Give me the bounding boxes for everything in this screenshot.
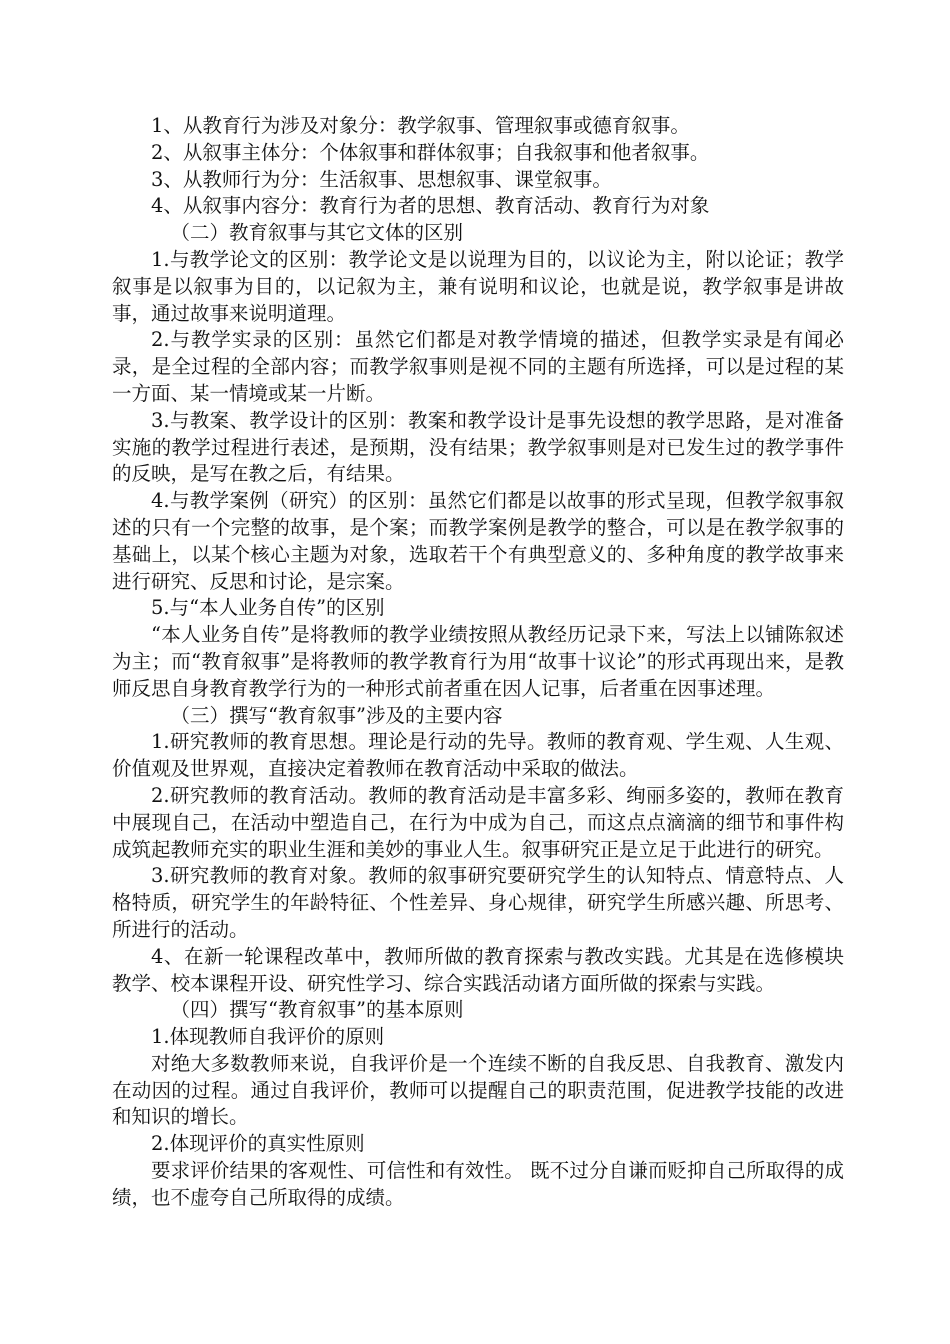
body-paragraph: 1.体现教师自我评价的原则	[151, 1025, 385, 1049]
body-paragraph: “本人业务自传”是将教师的教学业绩按照从教经历记录下来，写法上以铺陈叙述为主；而“教育叙事”是将教师的教学教育行为用“故事十议论”的形式再现出来，是教师反思自身教育教学行为的一种形式前者重在因人记事，后者重在因事述理。	[112, 623, 844, 700]
body-paragraph: 2.与教学实录的区别：虽然它们都是对教学情境的描述，但教学实录是有闻必录，是全过程的全部内容；而教学叙事则是视不同的主题有所选择，可以是过程的某一方面、某一情境或某一片断。	[112, 328, 844, 405]
section-heading: （三）撰写“教育叙事”涉及的主要内容	[170, 703, 503, 727]
body-paragraph: 4、在新一轮课程改革中，教师所做的教育探索与教改实践。尤其是在选修模块教学、校本课程开设、研究性学习、综合实践活动诸方面所做的探索与实践。	[112, 944, 844, 995]
body-paragraph: 3、从教师行为分：生活叙事、思想叙事、课堂叙事。	[151, 167, 612, 191]
body-paragraph: 3.研究教师的教育对象。教师的叙事研究要研究学生的认知特点、情意特点、人格特质，研究学生的年龄特征、个性差异、身心规律，研究学生所感兴趣、所思考、所进行的活动。	[112, 864, 844, 941]
body-paragraph: 5.与“本人业务自传”的区别	[151, 596, 385, 620]
body-paragraph: 2.体现评价的真实性原则	[151, 1132, 365, 1156]
body-paragraph: 2、从叙事主体分：个体叙事和群体叙事；自我叙事和他者叙事。	[151, 140, 710, 164]
document-body	[112, 113, 844, 1212]
body-paragraph: 2.研究教师的教育活动。教师的教育活动是丰富多彩、绚丽多姿的，教师在教育中展现自己，在活动中塑造自己，在行为中成为自己，而这点点滴滴的细节和事件构成筑起教师充实的职业生涯和美妙的事业人生。叙事研究正是立足于此进行的研究。	[112, 783, 844, 861]
body-paragraph: 对绝大多数教师来说，自我评价是一个连续不断的自我反思、自我教育、激发内在动因的过程。通过自我评价，教师可以提醒自己的职责范围，促进教学技能的改进和知识的增长。	[112, 1051, 844, 1129]
section-heading: （四）撰写“教育叙事”的基本原则	[170, 998, 464, 1022]
section-heading: （二）教育叙事与其它文体的区别	[170, 221, 464, 245]
body-paragraph: 3.与教案、教学设计的区别：教案和教学设计是事先设想的教学思路，是对准备实施的教学过程进行表述，是预期，没有结果；教学叙事则是对已发生过的教学事件的反映，是写在教之后，有结果。	[112, 408, 844, 486]
body-paragraph: 要求评价结果的客观性、可信性和有效性。 既不过分自谦而贬抑自己所取得的成绩，也不虚夸自己所取得的成绩。	[112, 1159, 844, 1209]
body-paragraph: 4、从叙事内容分：教育行为者的思想、教育活动、教育行为对象	[151, 194, 710, 218]
body-paragraph: 1.与教学论文的区别：教学论文是以说理为目的，以议论为主，附以论证；教学叙事是以叙事为目的，以记叙为主，兼有说明和议论，也就是说，教学叙事是讲故事，通过故事来说明道理。	[112, 247, 844, 325]
body-paragraph: 4.与教学案例（研究）的区别：虽然它们都是以故事的形式呈现，但教学叙事叙述的只有一个完整的故事，是个案；而教学案例是教学的整合，可以是在教学叙事的基础上，以某个核心主题为对象，选取若干个有典型意义的、多种角度的教学故事来进行研究、反思和讨论，是宗案。	[112, 489, 844, 593]
body-paragraph: 1、从教育行为涉及对象分：教学叙事、管理叙事或德育叙事。	[151, 114, 690, 137]
body-paragraph: 1.研究教师的教育思想。理论是行动的先导。教师的教育观、学生观、人生观、价值观及世界观，直接决定着教师在教育活动中采取的做法。	[112, 730, 844, 781]
